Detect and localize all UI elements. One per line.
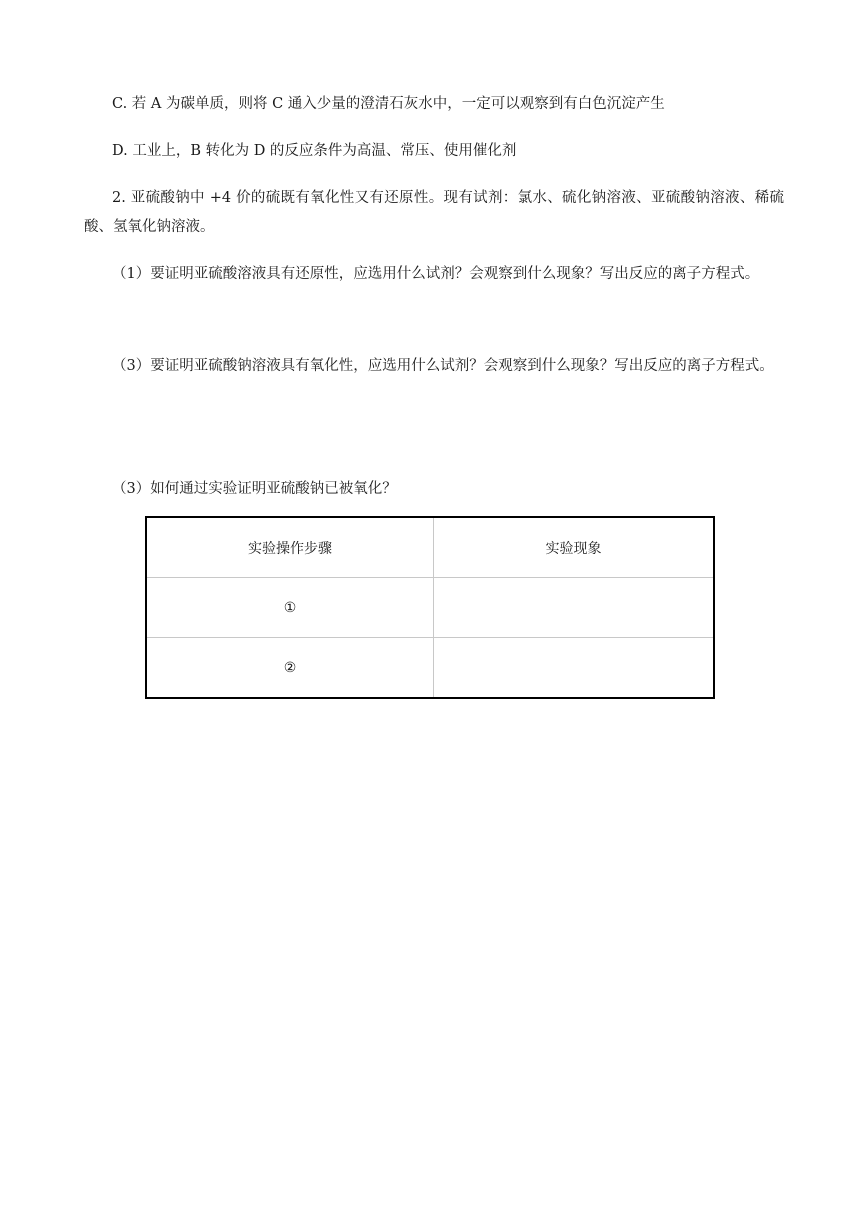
option-d: D. 工业上，B 转化为 D 的反应条件为高温、常压、使用催化剂 bbox=[112, 143, 517, 159]
row-1-step: ① bbox=[146, 578, 434, 638]
option-c: C. 若 A 为碳单质，则将 C 通入少量的澄清石灰水中，一定可以观察到有白色沉淀产生 bbox=[112, 96, 665, 112]
table-header-row bbox=[146, 517, 714, 578]
header-phenomena: 实验现象 bbox=[434, 517, 715, 578]
row-2-phenomenon bbox=[434, 638, 715, 699]
table-row bbox=[146, 578, 714, 638]
question-2-part-1: （1）要证明亚硫酸溶液具有还原性，应选用什么试剂？会观察到什么现象？写出反应的离子方程式。 bbox=[112, 266, 760, 282]
question-2-part-2: （3）要证明亚硫酸钠溶液具有氧化性，应选用什么试剂？会观察到什么现象？写出反应的离子方程式。 bbox=[112, 358, 774, 374]
question-2-stem: 2. 亚硫酸钠中 +4 价的硫既有氧化性又有还原性。现有试剂：氯水、硫化钠溶液、亚硫酸钠溶液、稀硫酸、氢氧化钠溶液。 bbox=[84, 190, 784, 235]
row-1-phenomenon bbox=[434, 578, 715, 638]
question-2-part-3: （3）如何通过实验证明亚硫酸钠已被氧化？ bbox=[112, 481, 397, 497]
table-row bbox=[146, 638, 714, 699]
header-steps: 实验操作步骤 bbox=[146, 517, 434, 578]
row-2-step: ② bbox=[146, 638, 434, 699]
experiment-table bbox=[145, 516, 715, 699]
